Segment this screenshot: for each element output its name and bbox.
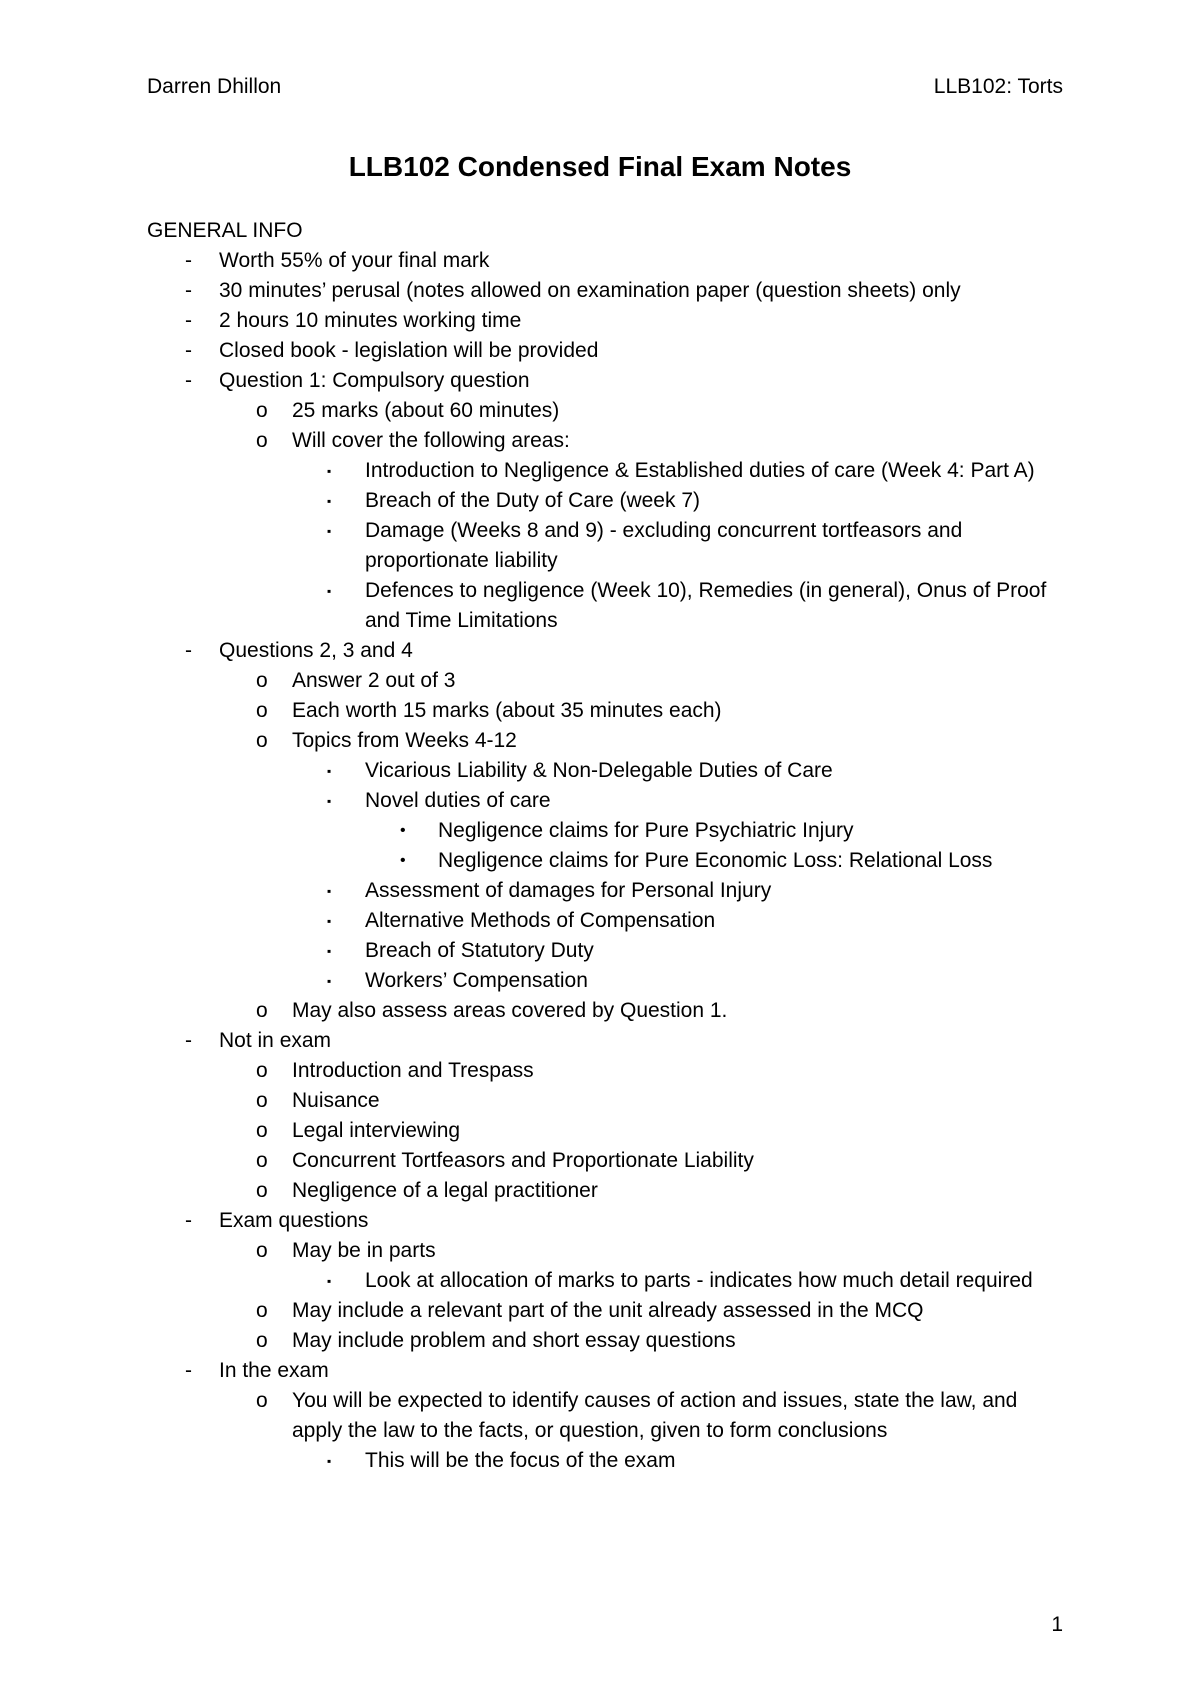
bullet-marker: ▪ (327, 494, 332, 508)
bullet-marker: - (185, 639, 192, 662)
outline-item (0, 786, 1200, 816)
bullet-marker: ▪ (327, 764, 332, 778)
outline-item-text: Breach of the Duty of Care (week 7) (365, 489, 700, 512)
outline-item (0, 906, 1200, 936)
outline-item (0, 1056, 1200, 1086)
outline-item (0, 1146, 1200, 1176)
outline-item (0, 1356, 1200, 1386)
outline-item-text: 2 hours 10 minutes working time (219, 309, 522, 332)
bullet-marker: o (256, 1329, 268, 1352)
outline-item (0, 636, 1200, 666)
outline-item (0, 816, 1200, 846)
outline-item-text: You will be expected to identify causes of action and issues, state the law, and apply the law to the facts, or question, given to form conclusions (292, 1389, 1018, 1442)
outline-item-text: Breach of Statutory Duty (365, 939, 594, 962)
outline-item-text: Negligence of a legal practitioner (292, 1179, 598, 1202)
bullet-marker: ▪ (327, 1274, 332, 1288)
outline-item (0, 1176, 1200, 1206)
outline-item (0, 246, 1200, 276)
outline-item-text: May also assess areas covered by Question 1. (292, 999, 728, 1022)
outline-item-text: May include problem and short essay questions (292, 1329, 736, 1352)
outline-item-text: 30 minutes’ perusal (notes allowed on examination paper (question sheets) only (219, 279, 961, 302)
outline-item-text: Alternative Methods of Compensation (365, 909, 716, 932)
outline-item-text: Novel duties of care (365, 789, 551, 812)
section-heading: GENERAL INFO (147, 219, 303, 242)
bullet-marker: - (185, 1359, 192, 1382)
outline-item (0, 336, 1200, 366)
outline-item-text: Exam questions (219, 1209, 369, 1232)
outline-item-text: Workers’ Compensation (365, 969, 588, 992)
outline-item (0, 1116, 1200, 1146)
bullet-marker: ▪ (327, 524, 332, 538)
outline-item-text: Defences to negligence (Week 10), Remedies (in general), Onus of Proof and Time Limitations (365, 579, 1047, 632)
outline-item-text: May include a relevant part of the unit already assessed in the MCQ (292, 1299, 924, 1322)
outline-item (0, 276, 1200, 306)
bullet-marker: - (185, 1029, 192, 1052)
outline-item (0, 666, 1200, 696)
outline-item (0, 456, 1200, 486)
outline-list (0, 246, 1200, 1476)
outline-item-text: Damage (Weeks 8 and 9) - excluding concurrent tortfeasors and proportionate liability (365, 519, 963, 572)
page-number: 1 (1051, 1613, 1063, 1636)
outline-item (0, 756, 1200, 786)
outline-item (0, 966, 1200, 996)
outline-item (0, 306, 1200, 336)
outline-item-text: Concurrent Tortfeasors and Proportionate Liability (292, 1149, 754, 1172)
bullet-marker: ▪ (327, 584, 332, 598)
outline-item-text: Legal interviewing (292, 1119, 461, 1142)
outline-item-text: May be in parts (292, 1239, 436, 1262)
outline-item-text: Negligence claims for Pure Psychiatric Injury (438, 819, 854, 842)
outline-item (0, 486, 1200, 516)
bullet-marker: ▪ (327, 464, 332, 478)
outline-item-text: Closed book - legislation will be provided (219, 339, 599, 362)
bullet-marker: - (185, 339, 192, 362)
bullet-marker: o (256, 1179, 268, 1202)
bullet-marker: ▪ (327, 944, 332, 958)
bullet-marker: o (256, 1299, 268, 1322)
outline-item-text: Answer 2 out of 3 (292, 669, 456, 692)
outline-item-text: Worth 55% of your final mark (219, 249, 490, 272)
bullet-marker: o (256, 1389, 268, 1412)
bullet-marker: o (256, 399, 268, 422)
outline-item-text: Assessment of damages for Personal Injury (365, 879, 772, 902)
bullet-marker: o (256, 1119, 268, 1142)
outline-item-text: Introduction to Negligence & Established duties of care (Week 4: Part A) (365, 459, 1035, 482)
bullet-marker: ▪ (327, 884, 332, 898)
header-course: LLB102: Torts (933, 75, 1063, 98)
outline-item (0, 1236, 1200, 1266)
outline-item-text: 25 marks (about 60 minutes) (292, 399, 560, 422)
outline-item (0, 1296, 1200, 1326)
header-author: Darren Dhillon (147, 75, 282, 98)
bullet-marker: - (185, 1209, 192, 1232)
outline-item (0, 1446, 1200, 1476)
outline-item-text: Negligence claims for Pure Economic Loss: Relational Loss (438, 849, 993, 872)
bullet-marker: ▪ (327, 1454, 332, 1468)
outline-item-text: Nuisance (292, 1089, 380, 1112)
outline-item (0, 726, 1200, 756)
bullet-marker: ▪ (327, 914, 332, 928)
outline-item-text: Question 1: Compulsory question (219, 369, 530, 392)
outline-item (0, 1326, 1200, 1356)
outline-item-text: Questions 2, 3 and 4 (219, 639, 413, 662)
bullet-marker: - (185, 249, 192, 272)
outline-item (0, 846, 1200, 876)
outline-item-text: In the exam (219, 1359, 329, 1382)
bullet-marker: o (256, 429, 268, 452)
outline-item (0, 426, 1200, 456)
outline-item-text: Not in exam (219, 1029, 332, 1052)
bullet-marker: o (256, 1059, 268, 1082)
outline-item-text: Look at allocation of marks to parts - indicates how much detail required (365, 1269, 1033, 1292)
bullet-marker: - (185, 369, 192, 392)
outline-item (0, 876, 1200, 906)
bullet-marker: ▪ (327, 974, 332, 988)
outline-item (0, 1206, 1200, 1236)
bullet-marker: - (185, 309, 192, 332)
bullet-marker: o (256, 1149, 268, 1172)
outline-item-text: Each worth 15 marks (about 35 minutes each) (292, 699, 722, 722)
outline-item (0, 1086, 1200, 1116)
outline-item (0, 576, 1200, 636)
outline-item-text: Topics from Weeks 4-12 (292, 729, 517, 752)
outline-item (0, 1026, 1200, 1056)
outline-item (0, 366, 1200, 396)
outline-item (0, 936, 1200, 966)
outline-item (0, 1386, 1200, 1446)
bullet-marker: • (400, 852, 406, 869)
outline-item-text: Vicarious Liability & Non-Delegable Duties of Care (365, 759, 833, 782)
bullet-marker: o (256, 1089, 268, 1112)
bullet-marker: ▪ (327, 794, 332, 808)
bullet-marker: o (256, 999, 268, 1022)
outline-item-text: Will cover the following areas: (292, 429, 570, 452)
bullet-marker: • (400, 822, 406, 839)
outline-item (0, 696, 1200, 726)
outline-item (0, 516, 1200, 576)
outline-item-text: Introduction and Trespass (292, 1059, 534, 1082)
outline-item (0, 1266, 1200, 1296)
bullet-marker: o (256, 729, 268, 752)
bullet-marker: - (185, 279, 192, 302)
document-title: LLB102 Condensed Final Exam Notes (348, 151, 852, 182)
bullet-marker: o (256, 1239, 268, 1262)
bullet-marker: o (256, 669, 268, 692)
bullet-marker: o (256, 699, 268, 722)
outline-item (0, 996, 1200, 1026)
outline-item (0, 396, 1200, 426)
outline-item-text: This will be the focus of the exam (365, 1449, 676, 1472)
